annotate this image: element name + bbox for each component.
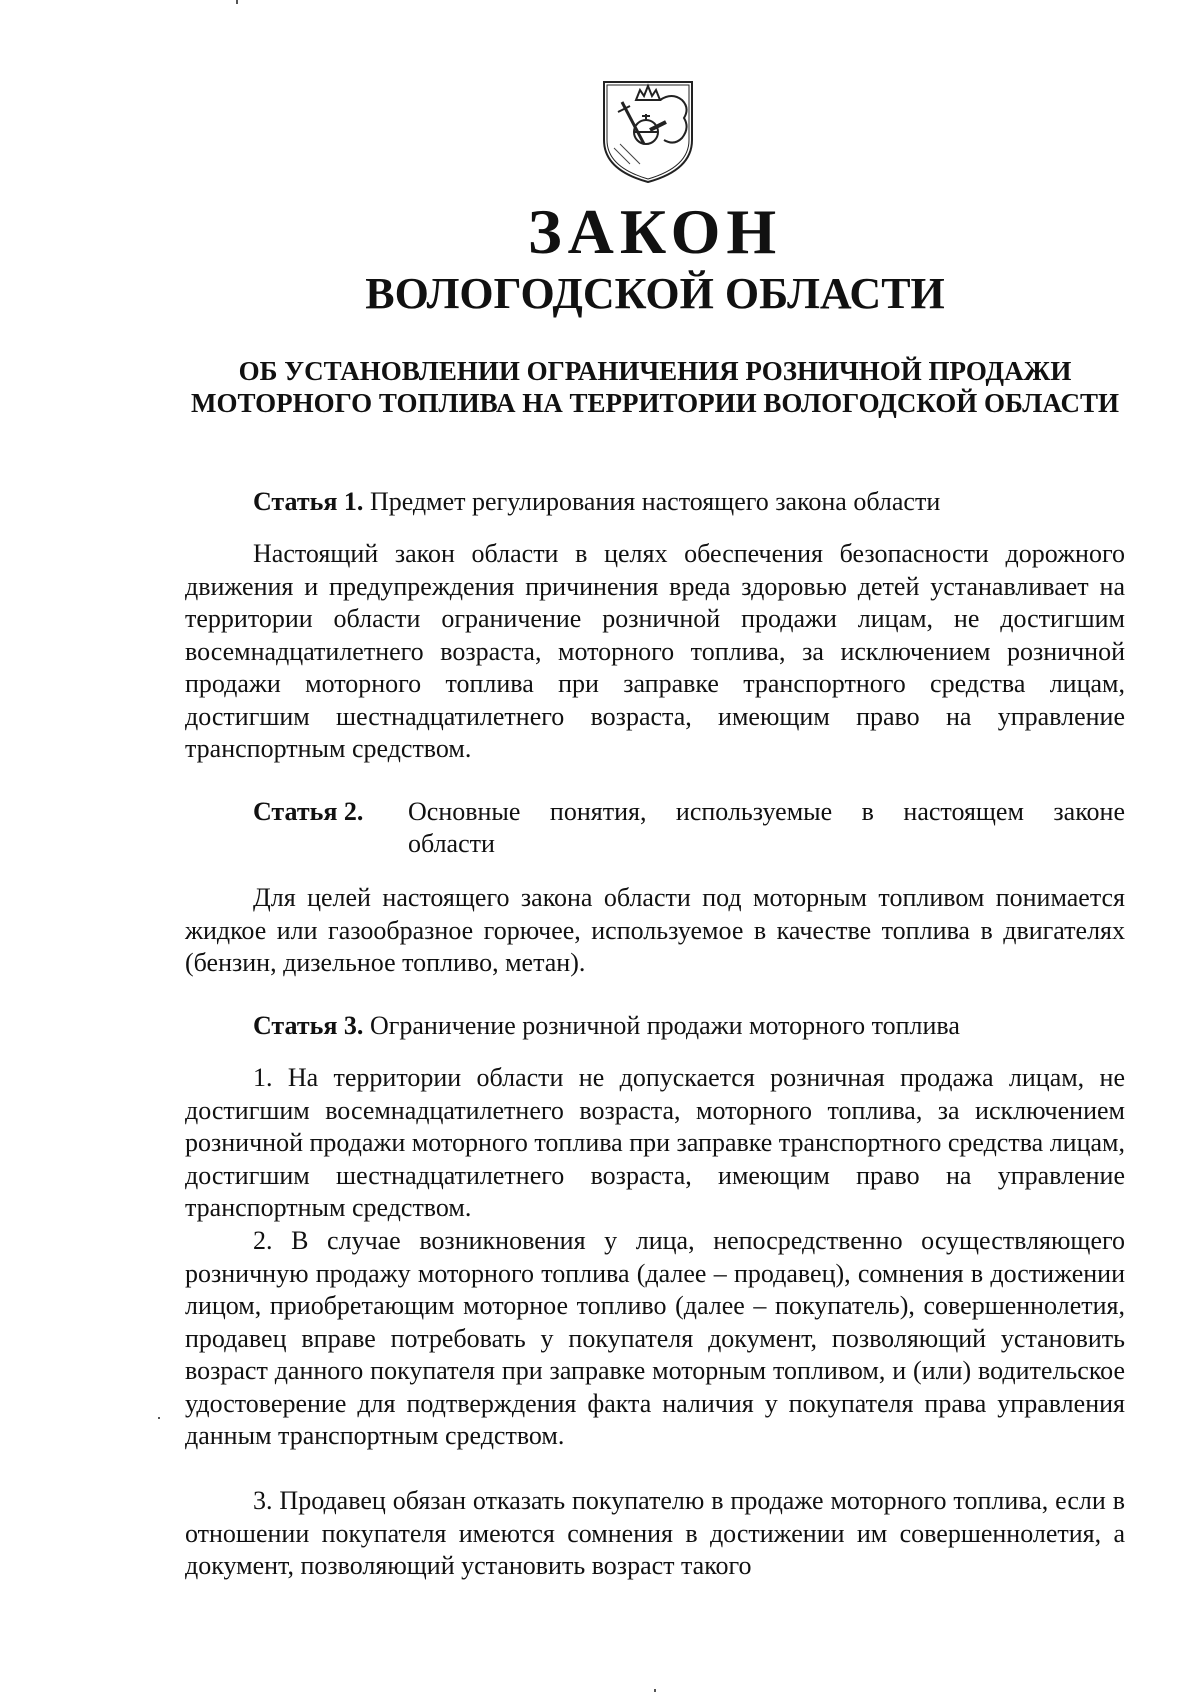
article-3-paragraph-2: 2. В случае возникновения у лица, непосредственно осуществляющего розничную продажу моторного топлива (далее – продавец), сомнения в достижении лицом, приобретающим моторное топливо (далее – покупатель), совершеннолетия, продавец вправе потребовать у покупателя документ, позволяющий установить возраст данного покупателя при заправке моторным топливом, и (или) водительское удостоверение для подтверждения факта наличия у покупателя права управления данным транспортным средством. — [185, 1226, 1125, 1450]
article-3-paragraph-3: 3. Продавец обязан отказать покупателю в продаже моторного топлива, если в отношении покупателя имеются сомнения в достижении им совершеннолетия, а документ, позволяющий установить возраст такого — [185, 1486, 1125, 1580]
article-2-label: Статья 2. — [253, 797, 364, 826]
article-2-title-line-1: Основные понятия, используемые в настоящем законе — [408, 797, 1125, 826]
article-3-paragraph-1: 1. На территории области не допускается розничная продажа лицам, не достигшим восемнадцатилетнего возраста, моторного топлива, за исключением розничной продажи моторного топлива при заправке транспортного средства лицам, достигшим шестнадцатилетнего возраста, имеющим право на управление транспортным средством. — [185, 1063, 1125, 1222]
article-1-title: Предмет регулирования настоящего закона области — [369, 487, 941, 516]
scan-mark — [158, 1417, 160, 1419]
scan-mark — [236, 0, 238, 4]
article-3-label: Статья 3. — [253, 1011, 364, 1040]
article-3-title: Ограничение розничной продажи моторного топлива — [369, 1011, 960, 1040]
vologda-coat-of-arms-icon — [600, 78, 696, 184]
scan-mark — [654, 1689, 656, 1692]
article-2-heading — [253, 796, 1125, 860]
article-3-heading — [253, 1010, 960, 1042]
document-title: ЗАКОН — [527, 196, 783, 267]
document-region: ВОЛОГОДСКОЙ ОБЛАСТИ — [365, 269, 945, 318]
article-2-title-line-2: области — [408, 829, 495, 858]
article-1-heading — [253, 486, 940, 518]
law-name: ОБ УСТАНОВЛЕНИИ ОГРАНИЧЕНИЯ РОЗНИЧНОЙ ПРОДАЖИ МОТОРНОГО ТОПЛИВА НА ТЕРРИТОРИИ ВОЛОГОДСКОЙ ОБЛАСТИ — [190, 356, 1120, 418]
article-1-label: Статья 1. — [253, 487, 364, 516]
article-1-paragraph: Настоящий закон области в целях обеспечения безопасности дорожного движения и предупреждения причинения вреда здоровью детей устанавливает на территории области ограничение розничной продажи лицам, не достигшим восемнадцатилетнего возраста, моторного топлива, за исключением розничной продажи моторного топлива при заправке транспортного средства лицам, достигшим шестнадцатилетнего возраста, имеющим право на управление транспортным средством. — [185, 539, 1125, 763]
article-2-paragraph: Для целей настоящего закона области под моторным топливом понимается жидкое или газообразное горючее, используемое в качестве топлива в двигателях (бензин, дизельное топливо, метан). — [185, 883, 1125, 977]
